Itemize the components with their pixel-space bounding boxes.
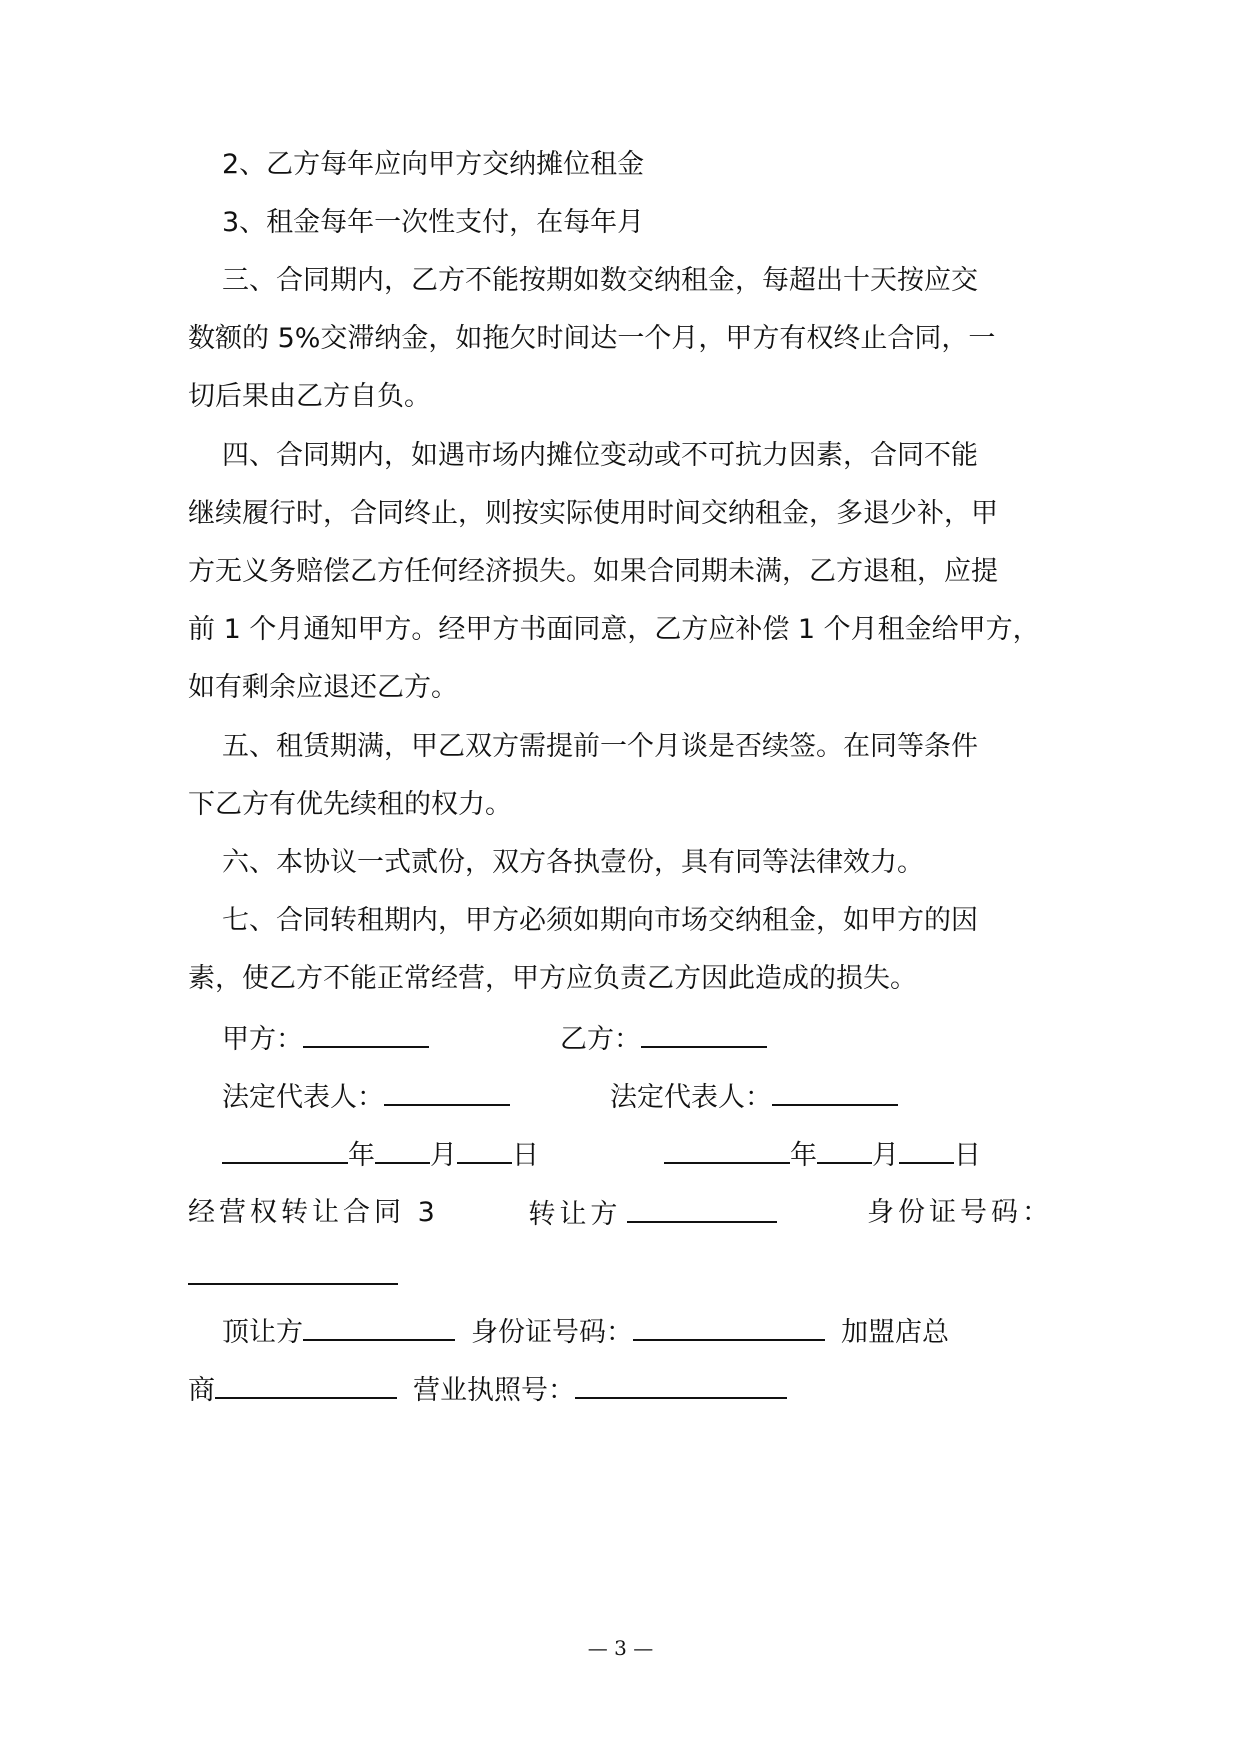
section-6: 六、本协议一式贰份，双方各执壹份，具有同等法律效力。 [222, 847, 924, 878]
date-a [222, 1134, 539, 1176]
date-a-month-blank [375, 1134, 430, 1164]
section-5-line-1: 五、租赁期满，甲乙双方需提前一个月谈是否续签。在同等条件 [222, 731, 978, 762]
date-b-day-label: 日 [954, 1140, 981, 1171]
date-b [664, 1134, 981, 1176]
date-b-month-blank [817, 1134, 872, 1164]
section-5-line-2: 下乙方有优先续租的权力。 [188, 789, 512, 820]
transferee-blank [303, 1311, 455, 1341]
transferee-label: 顶让方 [222, 1317, 303, 1348]
section-4-line-3: 方无义务赔偿乙方任何经济损失。如果合同期未满，乙方退租，应提 [188, 556, 998, 587]
legal-rep-b-blank [772, 1076, 898, 1106]
transferor-id-line [188, 1255, 398, 1297]
transferee-line [222, 1311, 949, 1353]
date-a-day-label: 日 [512, 1140, 539, 1171]
date-b-day-blank [899, 1134, 954, 1164]
section-4-line-2: 继续履行时，合同终止，则按实际使用时间交纳租金，多退少补，甲 [188, 498, 998, 529]
franchise-label-b: 商 [188, 1375, 215, 1406]
section-3-line-1: 三、合同期内，乙方不能按期如数交纳租金，每超出十天按应交 [222, 265, 978, 296]
legal-rep-b [610, 1076, 898, 1118]
date-a-year-blank [222, 1134, 348, 1164]
legal-rep-a-blank [384, 1076, 510, 1106]
party-b-label: 乙方： [560, 1024, 641, 1055]
clause-2: 2、乙方每年应向甲方交纳摊位租金 [222, 149, 645, 180]
transferor-id-blank [188, 1255, 398, 1285]
section-3-line-3: 切后果由乙方自负。 [188, 381, 431, 412]
license-label: 营业执照号： [413, 1375, 575, 1406]
party-b-signature [560, 1018, 767, 1060]
party-a-signature [222, 1018, 429, 1060]
franchise-label-a: 加盟店总 [841, 1317, 949, 1348]
transferor-field [528, 1193, 777, 1235]
transferee-id-label: 身份证号码： [471, 1317, 633, 1348]
transferor-id-label: 身份证号码： [866, 1197, 1053, 1228]
franchise-blank [215, 1369, 397, 1399]
section-4-line-4: 前 1 个月通知甲方。经甲方书面同意，乙方应补偿 1 个月租金给甲方， [188, 614, 1040, 645]
date-a-month-label: 月 [430, 1140, 457, 1171]
party-b-blank [641, 1018, 767, 1048]
section-3-line-2: 数额的 5%交滞纳金，如拖欠时间达一个月，甲方有权终止合同，一 [188, 323, 996, 354]
legal-rep-a-label: 法定代表人： [222, 1082, 384, 1113]
franchise-line [188, 1369, 787, 1411]
clause-3: 3、租金每年一次性支付，在每年月 [222, 207, 645, 238]
legal-rep-a [222, 1076, 510, 1118]
date-b-month-label: 月 [872, 1140, 899, 1171]
section-4-line-5: 如有剩余应退还乙方。 [188, 672, 458, 703]
section-4-line-1: 四、合同期内，如遇市场内摊位变动或不可抗力因素，合同不能 [222, 440, 978, 471]
party-a-blank [303, 1018, 429, 1048]
page-number: — 3 — [587, 1636, 654, 1660]
transferee-id-blank [633, 1311, 825, 1341]
date-a-year-label: 年 [348, 1140, 375, 1171]
transferor-blank [627, 1193, 777, 1223]
date-a-day-blank [457, 1134, 512, 1164]
date-b-year-label: 年 [790, 1140, 817, 1171]
section-7-line-2: 素，使乙方不能正常经营，甲方应负责乙方因此造成的损失。 [188, 963, 917, 994]
contract3-title: 经营权转让合同 3 [188, 1197, 439, 1228]
date-b-year-blank [664, 1134, 790, 1164]
party-a-label: 甲方： [222, 1024, 303, 1055]
license-blank [575, 1369, 787, 1399]
contract3-heading-line [188, 1193, 1053, 1235]
transferor-label: 转让方 [528, 1199, 622, 1230]
section-7-line-1: 七、合同转租期内，甲方必须如期向市场交纳租金，如甲方的因 [222, 905, 978, 936]
legal-rep-b-label: 法定代表人： [610, 1082, 772, 1113]
